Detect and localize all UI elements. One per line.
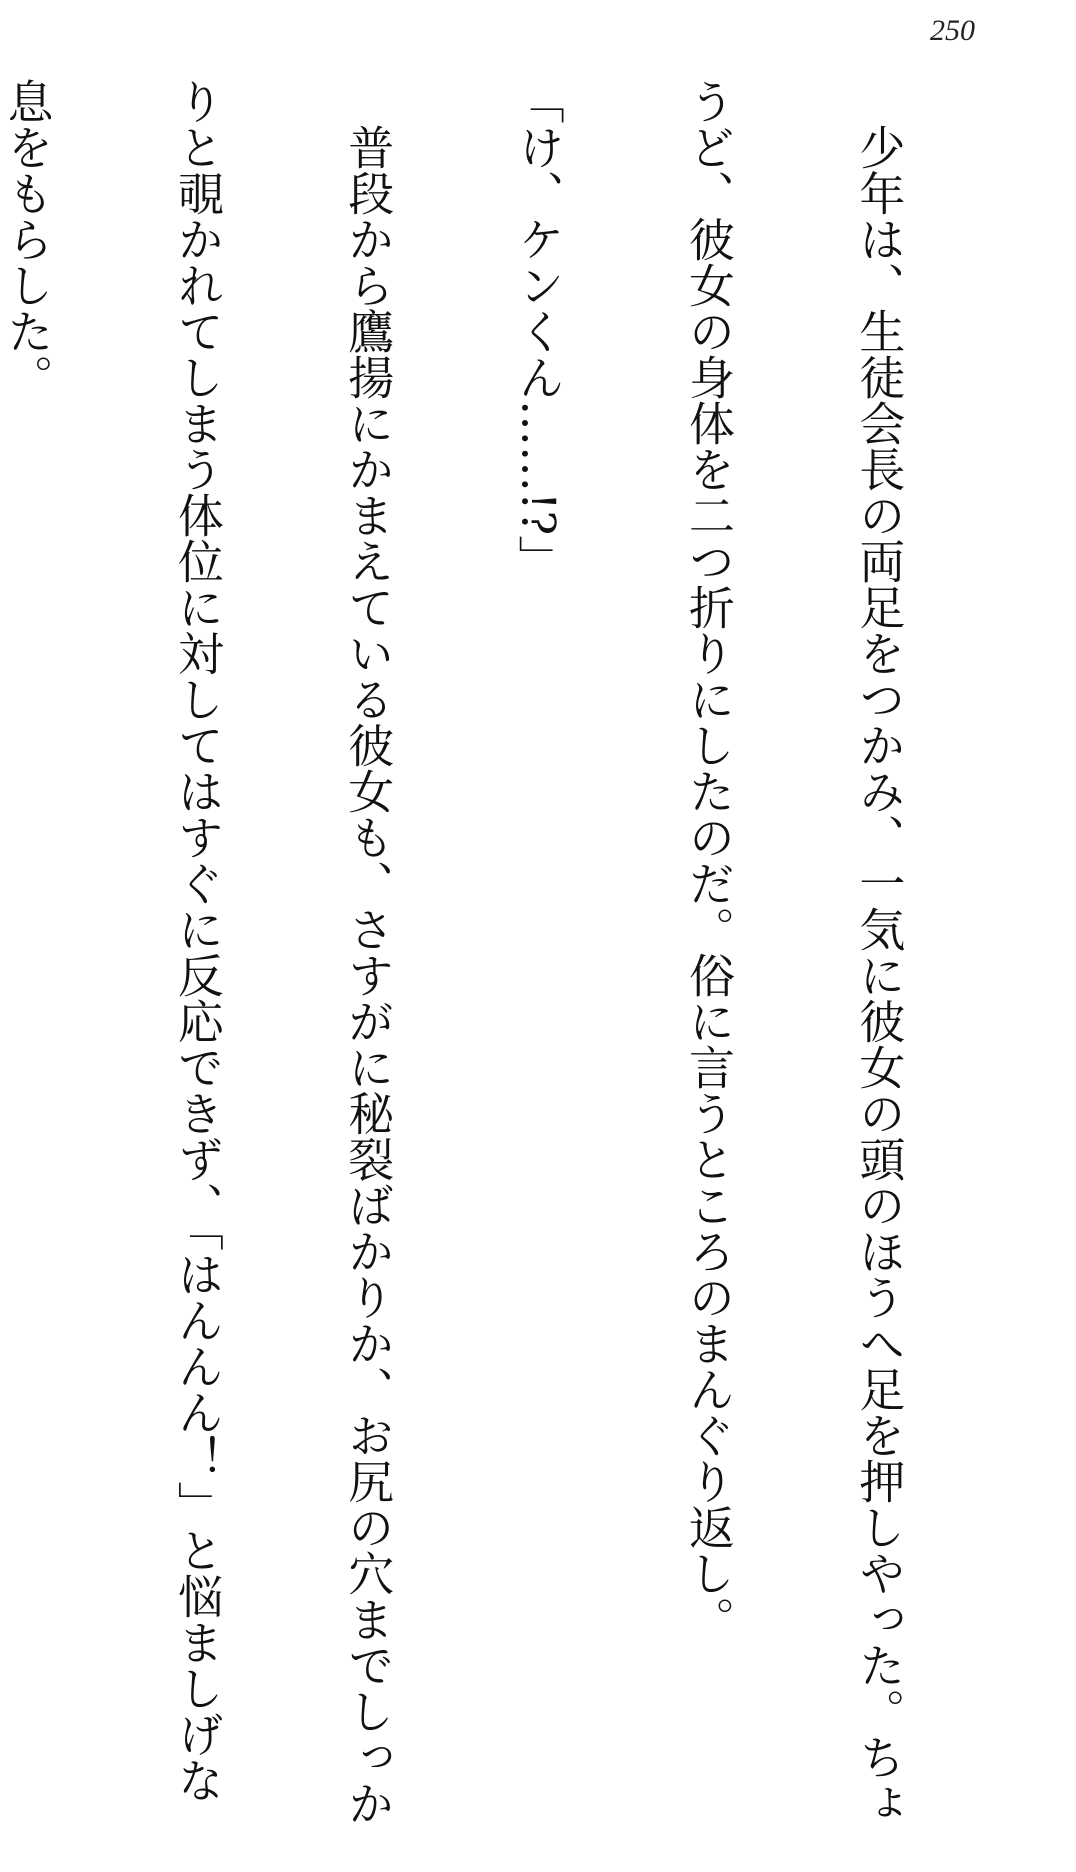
text-line: 普段から鷹揚にかまえている彼女も、さすがに秘裂ばかりか、お尻の穴までしっか (341, 78, 396, 1826)
text-line: 「け、ケンくん……!?」 (511, 78, 566, 582)
text-line: 少年は、生徒会長の両足をつかみ、一気に彼女の頭のほうへ足を押しやった。ちょ (852, 78, 907, 1826)
text-line: 息をもらした。 (0, 78, 55, 400)
vertical-text-body (0, 78, 1021, 1826)
page-number: 250 (930, 14, 975, 47)
text-line: うど、彼女の身体を二つ折りにしたのだ。俗に言うところのまんぐり返し。 (682, 78, 737, 1642)
text-line: りと覗かれてしまう体位に対してはすぐに反応できず、「はんんん！」と悩ましげな (170, 78, 225, 1803)
